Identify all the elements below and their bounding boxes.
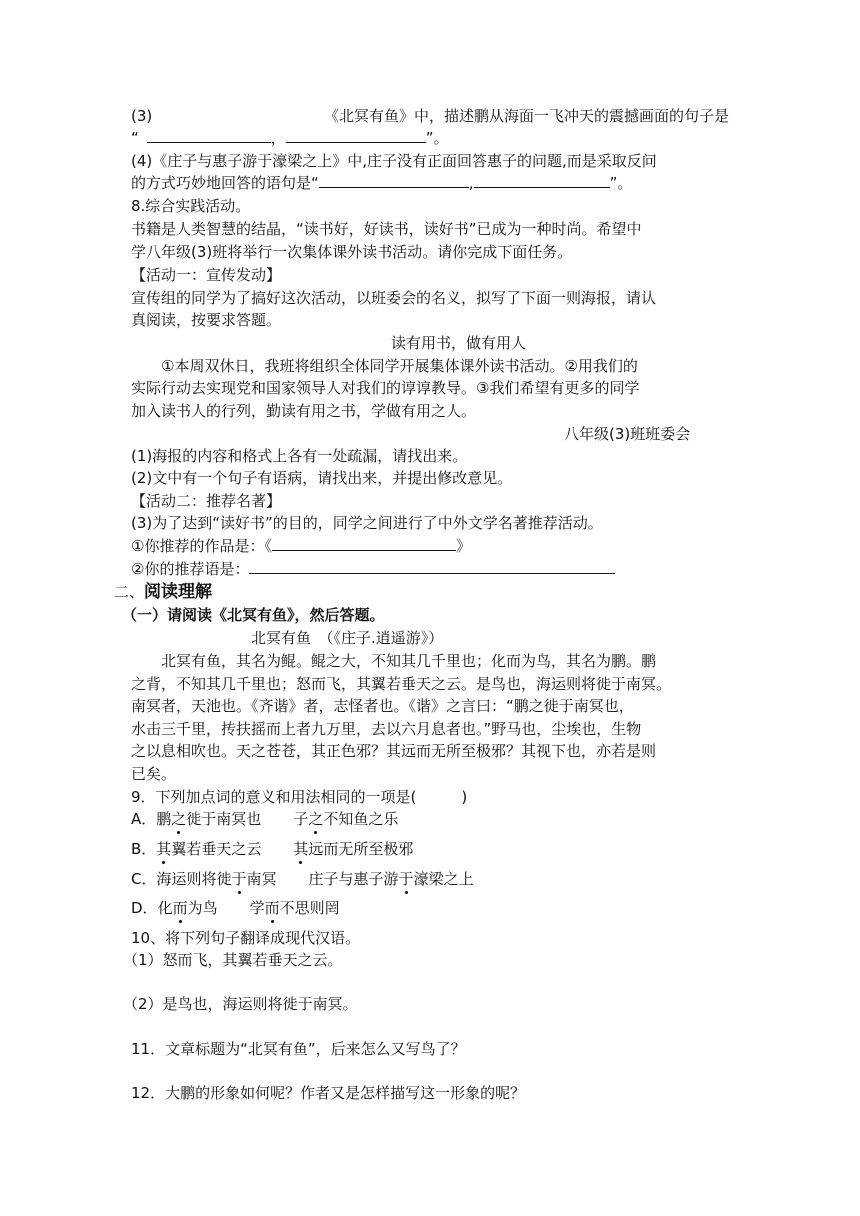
section-heading: 二、阅读理解 (114, 582, 213, 602)
q10-stem: 10、将下列句子翻译成现代汉语。 (131, 929, 361, 947)
q8-title: 8.综合实践活动。 (131, 197, 251, 215)
q12: 12．大鹏的形象如何呢？作者又是怎样描写这一形象的呢？ (131, 1084, 526, 1102)
work-answer-blank[interactable] (272, 536, 456, 551)
q3-line1: (3) 《北冥有鱼》中，描述鹏从海面一飞冲天的震撼画面的句子是 (131, 107, 729, 125)
q10-item-1: （1）怒而飞，其翼若垂天之云。 (123, 951, 343, 969)
q4-line2: 的方式巧妙地回答的语句是“ , ”。 (131, 174, 633, 192)
q9-option-d[interactable]: D．化而为鸟 学而不思则罔 (131, 899, 340, 917)
passage-line4: 水击三千里，抟扶摇而上者九万里，去以六月息者也。”野马也，尘埃也，生物 (131, 720, 642, 738)
recommend-reason-line: ②你的推荐语是： (131, 559, 615, 579)
activity1-text-line2: 真阅读，按要求答题。 (131, 311, 282, 329)
poster-signature: 八年级(3)班班委会 (564, 425, 691, 443)
q11: 11．文章标题为“北冥有鱼”，后来怎么又写鸟了？ (131, 1040, 466, 1058)
q3-line2: “ ， ”。 (131, 129, 449, 147)
passage-line2: 之背，不知其几千里也；怒而飞，其翼若垂天之云。是鸟也，海运则将徙于南冥。 (131, 675, 672, 693)
poster-body-line2: 实际行动去实现党和国家领导人对我们的谆谆教导。③我们希望有更多的同学 (131, 379, 640, 397)
q10-item-2: （2）是鸟也，海运则将徙于南冥。 (123, 995, 358, 1013)
poster-body-line3: 加入读书人的行列，勤读有用之书，学做有用之人。 (131, 402, 477, 420)
answer-blank[interactable] (319, 173, 469, 188)
answer-blank[interactable] (474, 173, 610, 188)
passage-instruction: （一）请阅读《北冥有鱼》，然后答题。 (122, 606, 385, 624)
recommend-work-line: ①你推荐的作品是：《 》 (131, 537, 471, 555)
sub-question-3: (3)为了达到“读好书”的目的，同学之间进行了中外文学名著推荐活动。 (131, 514, 603, 532)
activity2-heading: 【活动二：推荐名著】 (131, 492, 282, 510)
passage-line3: 南冥者，天池也。《齐谐》者，志怪者也。《谐》之言曰：“鹏之徙于南冥也， (131, 697, 634, 715)
answer-blank[interactable] (286, 128, 426, 143)
poster-title: 读有用书，做有用人 (391, 334, 527, 352)
q9-option-b[interactable]: B．其翼若垂天之云 其远而无所至极邪 (131, 840, 414, 858)
passage-title: 北冥有鱼 （《庄子.逍遥游》） (251, 629, 444, 647)
q4-line1: (4)《庄子与惠子游于濠梁之上》中,庄子没有正面回答惠子的问题,而是采取反问 (131, 152, 657, 170)
answer-blank[interactable] (147, 128, 271, 143)
q8-intro-line1: 书籍是人类智慧的结晶，“读书好，好读书，读好书”已成为一种时尚。希望中 (131, 220, 642, 238)
activity1-text-line1: 宣传组的同学为了搞好这次活动，以班委会的名义，拟写了下面一则海报，请认 (131, 289, 657, 307)
q8-intro-line2: 学八年级(3)班将举行一次集体课外读书活动。请你完成下面任务。 (131, 243, 573, 261)
q9-option-a[interactable]: A．鹏之徙于南冥也 子之不知鱼之乐 (131, 810, 399, 828)
poster-body-line1: ①本周双休日，我班将组织全体同学开展集体课外读书活动。②用我们的 (161, 357, 638, 375)
sub-question-2: (2)文中有一个句子有语病，请找出来，并提出修改意见。 (131, 469, 513, 487)
sub-question-1: (1)海报的内容和格式上各有一处疏漏，请找出来。 (131, 447, 468, 465)
passage-line6: 已矣。 (131, 765, 177, 783)
passage-line1: 北冥有鱼，其名为鲲。鲲之大，不知其几千里也；化而为鸟，其名为鹏。鹏 (161, 652, 657, 670)
activity1-heading: 【活动一：宣传发动】 (131, 266, 282, 284)
q9-stem: 9．下列加点词的意义和用法相同的一项是( ) (131, 788, 468, 806)
q9-option-c[interactable]: C．海运则将徙于南冥 庄子与惠子游于濠梁之上 (131, 870, 474, 888)
passage-line5: 之以息相吹也。天之苍苍，其正色邪？其远而无所至极邪？其视下也，亦若是则 (131, 742, 657, 760)
reason-answer-blank[interactable] (249, 559, 615, 574)
